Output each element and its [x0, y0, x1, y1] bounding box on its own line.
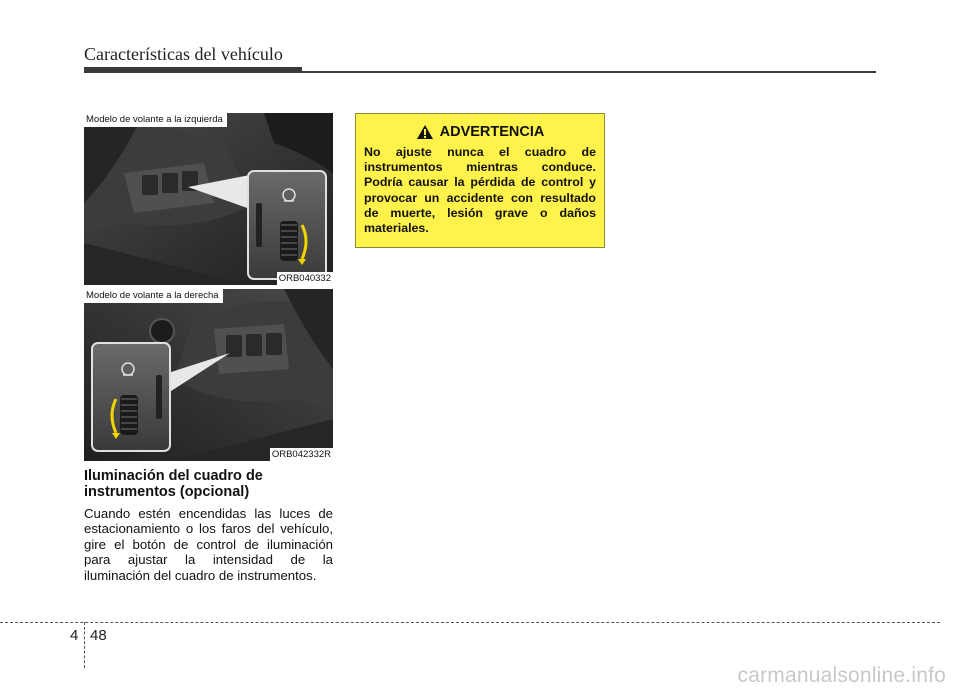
- dashboard-photo-left: [84, 113, 333, 285]
- chapter-number: 4: [70, 627, 79, 644]
- warning-title: ADVERTENCIA: [439, 124, 545, 140]
- warning-title-row: [364, 124, 596, 140]
- header-bar-thin: [84, 71, 876, 73]
- warning-text: No ajuste nunca el cuadro de instrumentos mientras conduce. Podría causar la pérdida de control y provocar un accidente con resultado de muerte, lesión grave o daños materiales.: [364, 145, 596, 236]
- warning-triangle-icon: [416, 124, 434, 140]
- figure-code: ORB042332R: [271, 449, 331, 460]
- figure-left-hand-drive: [84, 113, 333, 285]
- footer-divider: [0, 622, 940, 623]
- figure-code: ORB040332: [278, 273, 331, 284]
- watermark: carmanualsonline.info: [737, 664, 946, 687]
- figure-caption: Modelo de volante a la izquierda: [84, 113, 227, 127]
- section-body: Cuando estén encendidas las luces de estacionamiento o los faros del vehículo, gire el botón de control de iluminación para ajustar la intensidad de la iluminación del cuadro de instrumentos.: [84, 506, 333, 583]
- warning-box: [355, 113, 605, 248]
- dashboard-photo-right: [84, 289, 333, 461]
- page-number: 48: [90, 627, 107, 644]
- section-heading: Iluminación del cuadro de instrumentos (opcional): [84, 468, 263, 500]
- figure-right-hand-drive: [84, 289, 333, 461]
- figure-caption: Modelo de volante a la derecha: [84, 289, 223, 303]
- header-title: Características del vehículo: [84, 44, 283, 64]
- footer-vertical-divider: [84, 622, 85, 668]
